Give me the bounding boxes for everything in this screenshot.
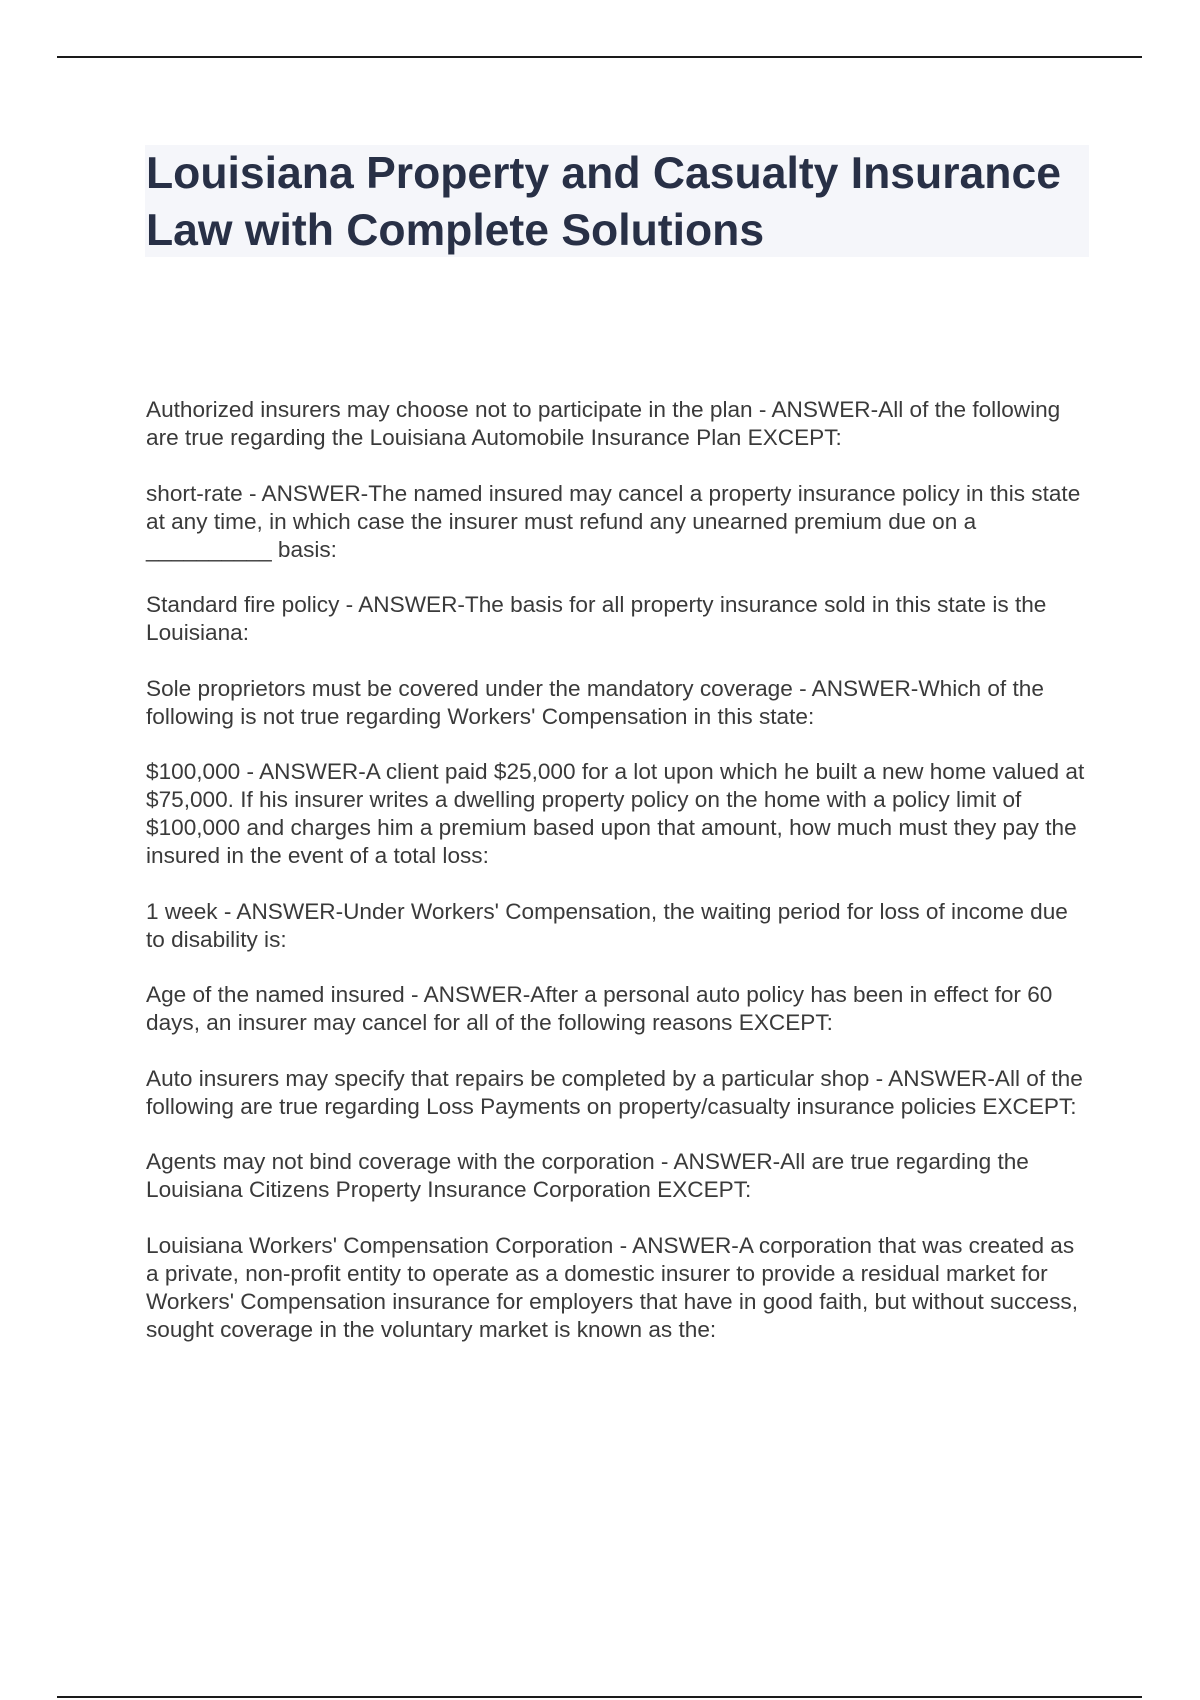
document-title: Louisiana Property and Casualty Insurance Law with Complete Solutions bbox=[146, 149, 1061, 255]
qa-item: Standard fire policy - ANSWER-The basis for all property insurance sold in this state is the Louisiana: bbox=[146, 592, 1047, 645]
qa-item: short-rate - ANSWER-The named insured may cancel a property insurance policy in this state at any time, in which case the insurer must refund any unearned premium due on a __________ basis: bbox=[146, 480, 1081, 562]
qa-item: Agents may not bind coverage with the corporation - ANSWER-All are true regarding the Louisiana Citizens Property Insurance Corporation EXCEPT: bbox=[146, 1149, 1029, 1202]
top-rule bbox=[57, 56, 1142, 58]
qa-item: Sole proprietors must be covered under the mandatory coverage - ANSWER-Which of the following is not true regarding Workers' Compensation in this state: bbox=[146, 675, 1044, 729]
qa-item: $100,000 - ANSWER-A client paid $25,000 for a lot upon which he built a new home valued at $75,000. If his insurer writes a dwelling property policy on the home with a policy limit of $100,000 and charges him a premium based upon that amount, how much must they pay the insured in the event of a total loss: bbox=[146, 759, 1085, 868]
qa-item: Authorized insurers may choose not to participate in the plan - ANSWER-All of the following are true regarding the Louisiana Automobile Insurance Plan EXCEPT: bbox=[146, 397, 1061, 450]
qa-item: Age of the named insured - ANSWER-After a personal auto policy has been in effect for 60 days, an insurer may cancel for all of the following reasons EXCEPT: bbox=[146, 982, 1053, 1035]
qa-item: Auto insurers may specify that repairs be completed by a particular shop - ANSWER-All of the following are true regarding Loss Payments on property/casualty insurance policies EXCEPT: bbox=[146, 1065, 1083, 1119]
qa-item: Louisiana Workers' Compensation Corporation - ANSWER-A corporation that was created as a private, non-profit entity to operate as a domestic insurer to provide a residual market for Workers' Compensation insurance for employers that have in good faith, but without success, sought coverage in the voluntary market is known as the: bbox=[146, 1232, 1078, 1342]
bottom-rule bbox=[57, 1696, 1142, 1698]
qa-item: 1 week - ANSWER-Under Workers' Compensation, the waiting period for loss of income due to disability is: bbox=[146, 898, 1068, 952]
qa-list bbox=[146, 396, 1092, 1371]
